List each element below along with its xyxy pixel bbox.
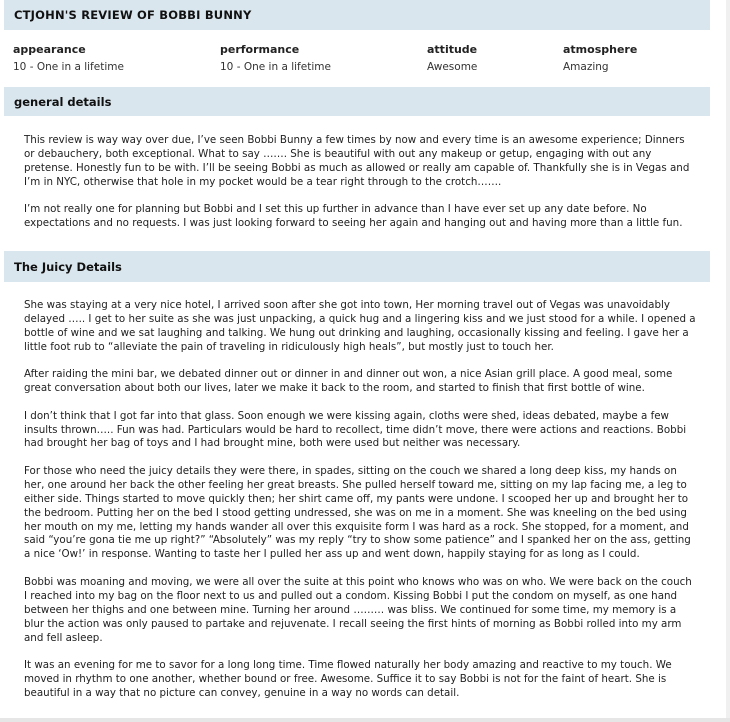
general-details-heading: general details [14,94,112,109]
general-details-body [24,134,696,245]
rating-appearance [13,43,124,74]
juicy-details-header [4,251,710,282]
rating-value: Amazing [563,61,609,73]
rating-value: 10 - One in a lifetime [13,61,124,73]
rating-label: appearance [13,43,86,56]
rating-performance [220,43,331,74]
rating-value: Awesome [427,61,478,73]
juicy-details-heading: The Juicy Details [14,259,122,274]
review-title: CTJOHN'S REVIEW OF BOBBI BUNNY [14,8,252,22]
review-title-bar [4,0,710,30]
paragraph: For those who need the juicy details they were there, in spades, sitting on the couch we shared a long deep kiss, my hands on her, one around her back the other feeling her great breasts. She pulled herself toward me, sitting on my lap facing me, a leg to either side. Things started to move quickly then; her shirt came off, my pants were undone. I scooped her up and brought her to the bedroom. Putting her on the bed I stood getting undressed, she was on me in a moment. She was kneeling on the bed using her mouth on my me, letting my hands wander all over this exquisite form I was hard as a rock. She stopped, for a moment, and said “you’re gona tie me up right?” “Absolutely” was my reply “try to show some patience” and I spanked her on the ass, getting a nice ‘Ow!’ in response. Wanting to taste her I pulled her ass up and went down, happily staying for as long as I could. [24,464,691,561]
rating-atmosphere [563,43,637,74]
paragraph: It was an evening for me to savor for a long long time. Time flowed naturally her body amazing and reactive to my touch. We moved in rhythm to one another, whether bound or free. Awesome. Suffice it to say Bobbi is not for the faint of heart. She is beautiful in a way that no picture can convey, genuine in a way no words can detail. [24,659,672,699]
paragraph: This review is way way over due, I’ve seen Bobbi Bunny a few times by now and every time is an awesome experience; Dinners or debauchery, both exceptional. What to say ……. She is beautiful with out any makeup or getup, engaging with out any pretense. Honestly fun to be with. I’ll be seeing Bobbi as much as allowed or really am capable of. Thankfully she is in Vegas and I’m in NYC, otherwise that hole in my pocket would be a tear right through to the crotch……. [24,134,690,188]
paragraph: I’m not really one for planning but Bobbi and I set this up further in advance than I have ever set up any date before. No expectations and no requests. I was just looking forward to seeing her again and hanging out and having more than a little fun. [24,203,683,230]
right-edge-divider [726,0,730,722]
paragraph: Bobbi was moaning and moving, we were all over the suite at this point who knows who was on who. We were back on the couch I reached into my bag on the floor next to us and pulled out a condom. Kissing Bobbi I put the condom on myself, as one hand between her thighs and one between mine. Turning her around ……… was bliss. We continued for some time, my memory is a blur the action was only paused to partake and rejuvenate. I recall seeing the first hints of morning as Bobbi rolled into my arm and fell asleep. [24,575,692,644]
rating-label: atmosphere [563,43,638,56]
bottom-divider [0,718,730,722]
rating-value: 10 - One in a lifetime [220,61,331,73]
paragraph: After raiding the mini bar, we debated dinner out or dinner in and dinner out won, a nice Asian grill place. A good meal, some great conversation about both our lives, later we make it back to the room, and started to finish that first bottle of wine. [24,368,673,395]
ratings-row [13,43,713,79]
rating-attitude [427,43,477,74]
general-details-header [4,87,710,116]
rating-label: attitude [427,43,478,56]
rating-label: performance [220,43,300,56]
juicy-details-body [24,299,696,714]
paragraph: I don’t think that I got far into that glass. Soon enough we were kissing again, cloths were shed, ideas debated, maybe a few insults thrown….. Fun was had. Particulars would be hard to recollect, time didn’t move, there were actions and reactions. Bobbi had brought her bag of toys and I had brought mine, both were used but neither was necessary. [24,409,687,450]
paragraph: She was staying at a very nice hotel, I arrived soon after she got into town, Her morning travel out of Vegas was unavoidably delayed ….. I get to her suite as she was just unpacking, a quick hug and a lingering kiss and we just stood for a while. I opened a bottle of wine and we sat laughing and talking. We hung out drinking and laughing, occasionally kissing and feeling. I gave her a little foot rub to “alleviate the pain of traveling in ridiculously high heals”, but mostly just to touch her. [24,299,696,353]
